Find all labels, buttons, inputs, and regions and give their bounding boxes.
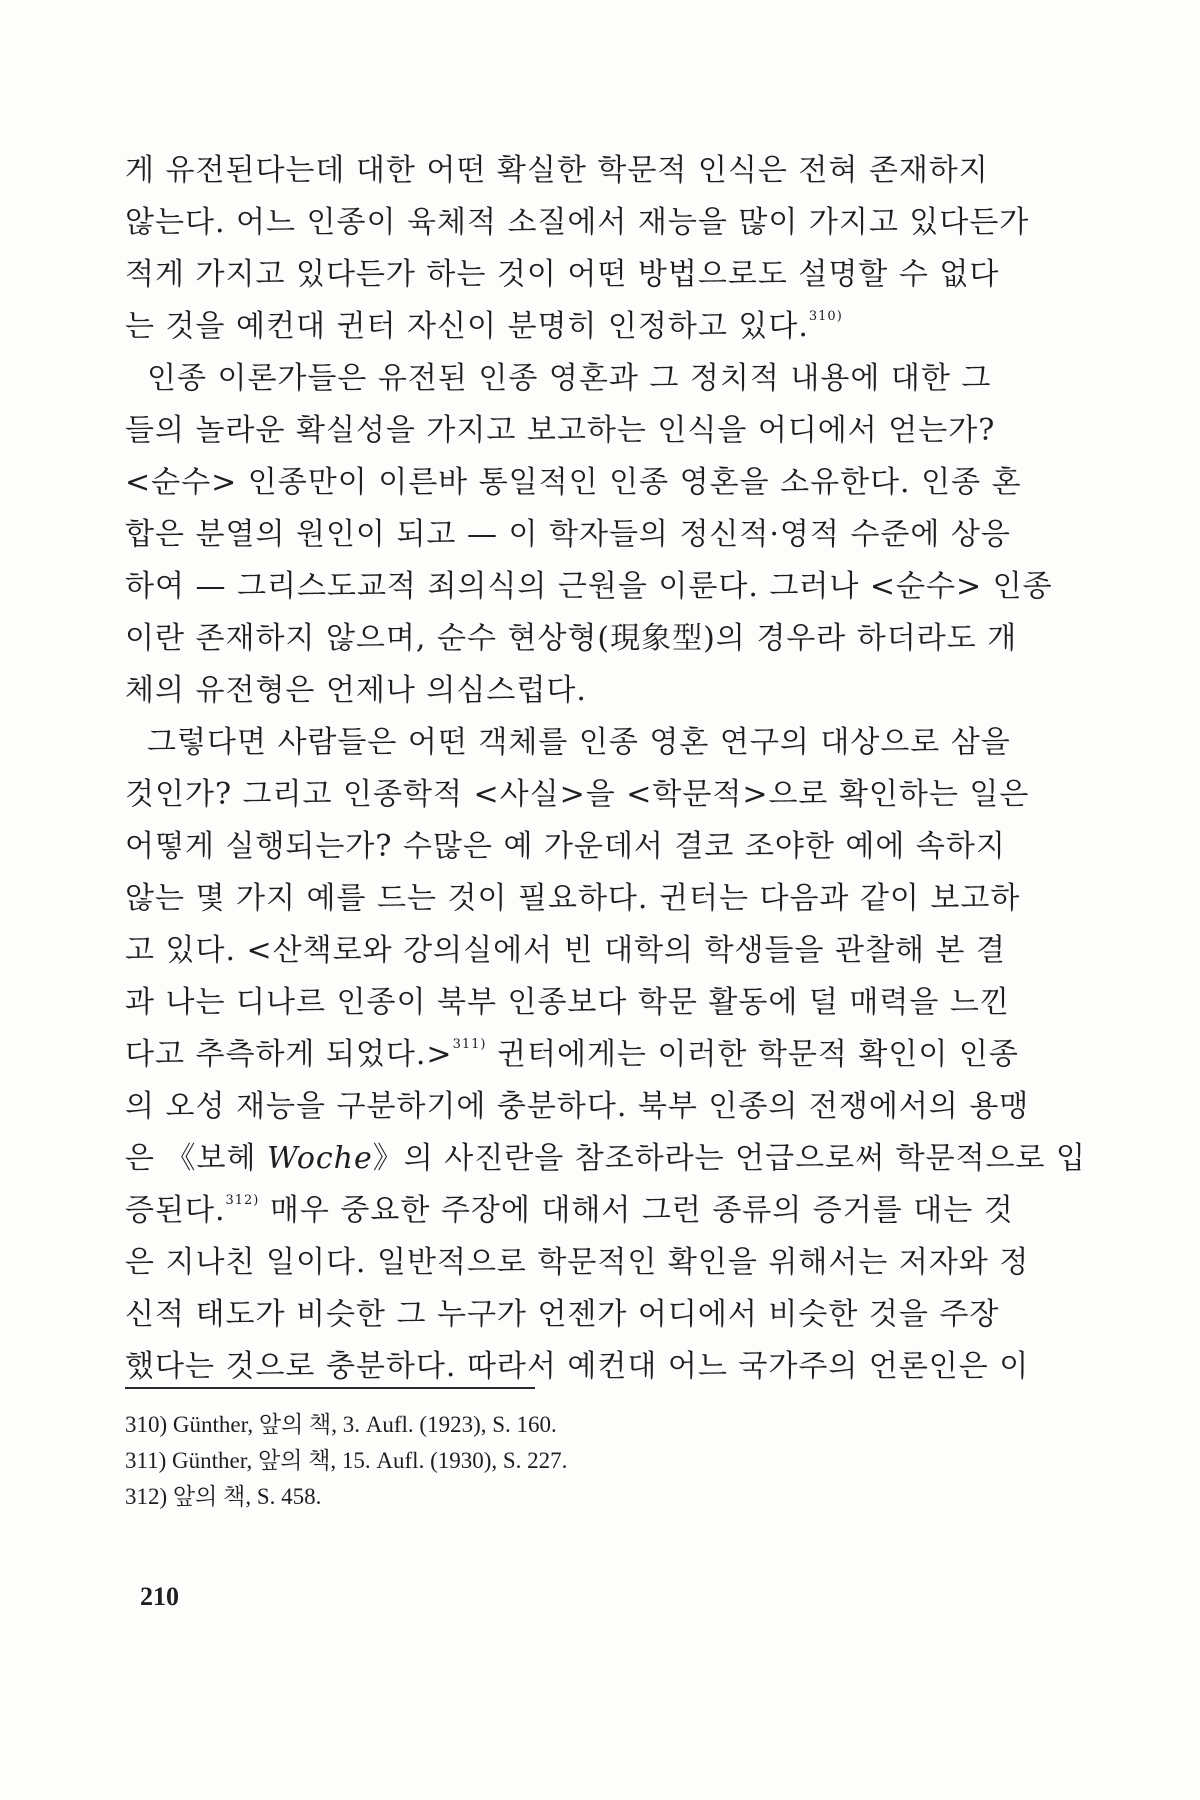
text-run: 은 《보헤: [125, 1141, 268, 1176]
footnote-ref-312: 312): [225, 1193, 260, 1208]
text-line: 했다는 것으로 충분하다. 따라서 예컨대 어느 국가주의 언론인은 이: [125, 1349, 1030, 1384]
text-line: 인종 이론가들은 유전된 인종 영혼과 그 정치적 내용에 대한 그: [147, 361, 992, 396]
text-line: 이란 존재하지 않으며, 순수 현상형(現象型)의 경우라 하더라도 개: [125, 621, 1018, 656]
text-line: [125, 1185, 1014, 1237]
text-run: 다고 추측하게 되었다.>: [125, 1037, 453, 1072]
text-run: 귄터에게는 이러한 학문적 확인이 인종: [486, 1037, 1019, 1072]
text-line: 합은 분열의 원인이 되고 — 이 학자들의 정신적·영적 수준에 상응: [125, 517, 1011, 552]
text-line: 것인가? 그리고 인종학적 <사실>을 <학문적>으로 확인하는 일은: [125, 777, 1030, 812]
text-line: 어떻게 실행되는가? 수많은 예 가운데서 결코 조야한 예에 속하지: [125, 829, 1006, 864]
text-line: 않는 몇 가지 예를 드는 것이 필요하다. 귄터는 다음과 같이 보고하: [125, 881, 1021, 916]
text-run: 》의 사진란을 참조하라는 언급으로써 학문적으로 입: [372, 1141, 1087, 1176]
text-run: 증된다.: [125, 1193, 226, 1228]
text-line: [125, 301, 985, 353]
footnote-311: 311) Günther, 앞의 책, 15. Aufl. (1930), S. 227.: [125, 1448, 568, 1473]
text-line: <순수> 인종만이 이른바 통일적인 인종 영혼을 소유한다. 인종 혼: [125, 465, 1022, 500]
text-line: 하여 — 그리스도교적 죄의식의 근원을 이룬다. 그러나 <순수> 인종: [125, 569, 1053, 604]
text-line: [125, 1029, 1019, 1081]
footnotes: [125, 1407, 925, 1515]
footnote-divider: [125, 1387, 535, 1389]
text-line: 들의 놀라운 확실성을 가지고 보고하는 인식을 어디에서 얻는가?: [125, 413, 996, 448]
text-run: 는 것을 예컨대 귄터 자신이 분명히 인정하고 있다.: [125, 309, 809, 344]
text-run: 매우 중요한 주장에 대해서 그런 종류의 증거를 대는 것: [259, 1193, 1014, 1228]
text-line: 신적 태도가 비슷한 그 누구가 언젠가 어디에서 비슷한 것을 주장: [125, 1297, 1000, 1332]
periodical-title: Woche: [267, 1141, 373, 1176]
text-line: 고 있다. <산책로와 강의실에서 빈 대학의 학생들을 관찰해 본 결: [125, 933, 1006, 968]
body-text: [125, 145, 1087, 1393]
text-line: 과 나는 디나르 인종이 북부 인종보다 학문 활동에 덜 매력을 느낀: [125, 985, 1010, 1020]
text-line: 의 오성 재능을 구분하기에 충분하다. 북부 인종의 전쟁에서의 용맹: [125, 1089, 1030, 1124]
page-number: 210: [140, 1582, 179, 1611]
text-line: 체의 유전형은 언제나 의심스럽다.: [125, 673, 587, 708]
text-line: 적게 가지고 있다든가 하는 것이 어떤 방법으로도 설명할 수 없다: [125, 257, 1000, 292]
text-line: 게 유전된다는데 대한 어떤 확실한 학문적 인식은 전혀 존재하지: [125, 153, 989, 188]
text-line: 그렇다면 사람들은 어떤 객체를 인종 영혼 연구의 대상으로 삼을: [147, 725, 1011, 760]
footnote-ref-311: 311): [452, 1037, 487, 1052]
footnote-312: 312) 앞의 책, S. 458.: [125, 1484, 322, 1509]
text-line: [125, 1133, 1087, 1185]
footnote-310: 310) Günther, 앞의 책, 3. Aufl. (1923), S. 160.: [125, 1412, 557, 1437]
text-line: 은 지나친 일이다. 일반적으로 학문적인 확인을 위해서는 저자와 정: [125, 1245, 1030, 1280]
text-line: 않는다. 어느 인종이 육체적 소질에서 재능을 많이 가지고 있다든가: [125, 205, 1030, 240]
footnote-ref-310: 310): [808, 309, 843, 324]
